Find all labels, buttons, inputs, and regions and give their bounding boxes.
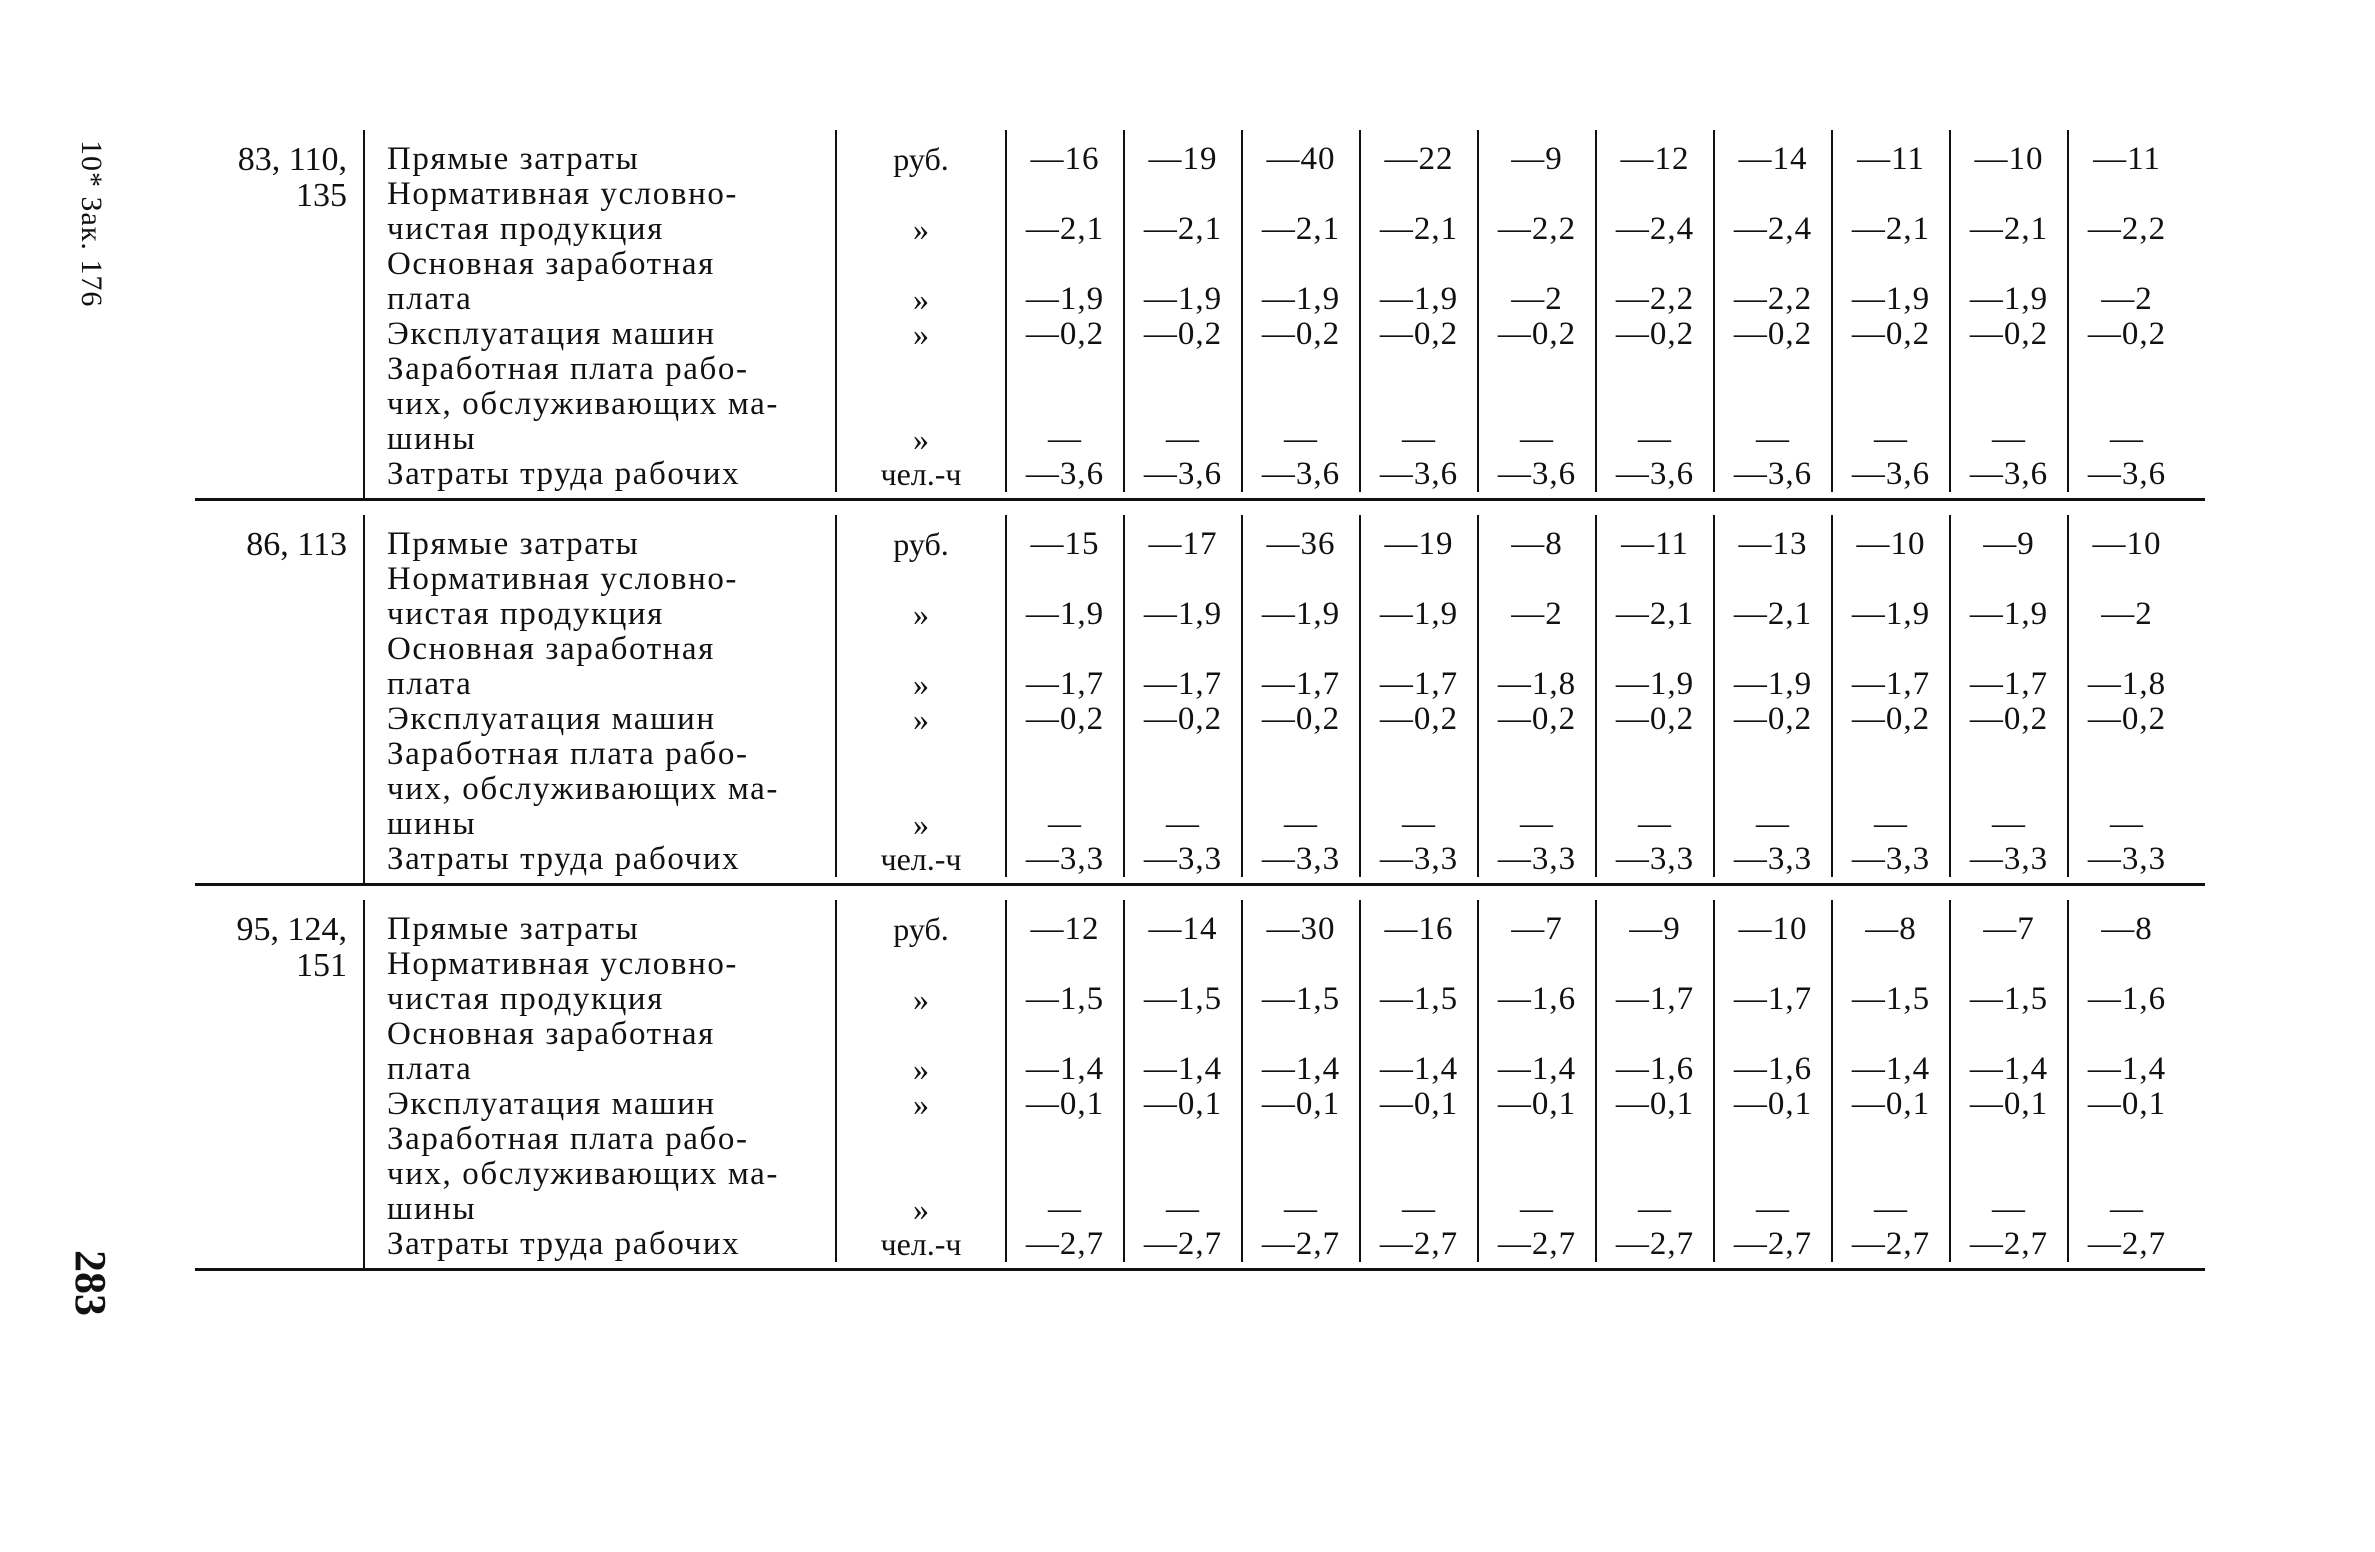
value-cell: —1,8: [1477, 632, 1595, 702]
value-cell: —2,4: [1595, 177, 1713, 247]
value-cell: —1,6: [2067, 947, 2185, 1017]
table-row: [365, 177, 2205, 247]
value-cell: —7: [1477, 900, 1595, 947]
value-cell: —7: [1949, 900, 2067, 947]
value-cell: —3,3: [1831, 842, 1949, 877]
value-cell: —10: [1831, 515, 1949, 562]
value-cell: —1,5: [1005, 947, 1123, 1017]
value-cell: —: [1005, 352, 1123, 457]
value-cell: —1,4: [1949, 1017, 2067, 1087]
value-cell: —13: [1713, 515, 1831, 562]
value-cell: —: [1949, 1122, 2067, 1227]
value-cell: —1,4: [1241, 1017, 1359, 1087]
value-cell: —0,1: [1595, 1087, 1713, 1122]
value-cell: —9: [1949, 515, 2067, 562]
value-cell: —1,7: [1595, 947, 1713, 1017]
value-cell: —0,1: [2067, 1087, 2185, 1122]
value-cell: —0,1: [1241, 1087, 1359, 1122]
value-cell: —1,9: [1123, 562, 1241, 632]
value-cell: —2,7: [1949, 1227, 2067, 1262]
row-unit: »: [835, 632, 1005, 702]
value-cell: —1,4: [1123, 1017, 1241, 1087]
value-cell: —: [2067, 352, 2185, 457]
value-cell: —1,9: [1005, 247, 1123, 317]
table-row: [365, 247, 2205, 317]
value-cell: —0,2: [1123, 317, 1241, 352]
value-cell: —14: [1123, 900, 1241, 947]
value-cell: —0,1: [1831, 1087, 1949, 1122]
value-cell: —0,1: [1005, 1087, 1123, 1122]
value-cell: —11: [2067, 130, 2185, 177]
value-cell: —16: [1005, 130, 1123, 177]
row-label: Основная заработная плата: [387, 246, 715, 317]
table-row: [365, 562, 2205, 632]
value-cell: —2,1: [1713, 562, 1831, 632]
row-label: Эксплуатация машин: [387, 701, 716, 737]
value-cell: —1,7: [1831, 632, 1949, 702]
value-cell: —: [1477, 352, 1595, 457]
value-cell: —19: [1123, 130, 1241, 177]
value-cell: —: [1123, 737, 1241, 842]
value-cell: —2,7: [1123, 1227, 1241, 1262]
table-row: [365, 737, 2205, 842]
table-row: [365, 352, 2205, 457]
value-cell: —3,6: [1477, 457, 1595, 492]
value-cell: —: [1123, 352, 1241, 457]
value-cell: —2,2: [2067, 177, 2185, 247]
value-cell: —: [1595, 1122, 1713, 1227]
value-cell: —1,5: [1123, 947, 1241, 1017]
value-cell: —11: [1831, 130, 1949, 177]
value-cell: —0,2: [1477, 702, 1595, 737]
row-label: Эксплуатация машин: [387, 316, 716, 352]
value-cell: —3,6: [1595, 457, 1713, 492]
value-cell: —2: [1477, 247, 1595, 317]
value-cell: —3,3: [1359, 842, 1477, 877]
value-cell: —1,5: [1949, 947, 2067, 1017]
value-cell: —2,4: [1713, 177, 1831, 247]
value-cell: —10: [1713, 900, 1831, 947]
block-code: 86, 113: [246, 526, 347, 563]
block-code: 95, 124, 151: [236, 911, 347, 984]
value-cell: —1,9: [1359, 247, 1477, 317]
value-cell: —: [1123, 1122, 1241, 1227]
row-unit: руб.: [835, 515, 1005, 562]
value-cell: —22: [1359, 130, 1477, 177]
value-cell: —: [1241, 737, 1359, 842]
row-label: Основная заработная плата: [387, 631, 715, 702]
table-row: [365, 1017, 2205, 1087]
value-cell: —: [1477, 737, 1595, 842]
value-cell: —2,7: [1359, 1227, 1477, 1262]
table-row: [365, 900, 2205, 947]
value-cell: —1,5: [1359, 947, 1477, 1017]
value-cell: —0,2: [1831, 317, 1949, 352]
value-cell: —8: [2067, 900, 2185, 947]
value-cell: —0,2: [1477, 317, 1595, 352]
row-unit: »: [835, 947, 1005, 1017]
value-cell: —1,7: [1359, 632, 1477, 702]
value-cell: —0,2: [1713, 702, 1831, 737]
row-label: Основная заработная плата: [387, 1016, 715, 1087]
value-cell: —0,2: [1005, 702, 1123, 737]
value-cell: —0,1: [1123, 1087, 1241, 1122]
value-cell: —: [1241, 352, 1359, 457]
value-cell: —1,7: [1713, 947, 1831, 1017]
table-row: [365, 317, 2205, 352]
value-cell: —3,6: [1831, 457, 1949, 492]
table-row: [365, 515, 2205, 562]
value-cell: —1,4: [1831, 1017, 1949, 1087]
value-cell: —: [1005, 737, 1123, 842]
value-cell: —1,9: [1005, 562, 1123, 632]
row-unit: руб.: [835, 130, 1005, 177]
table-row: [365, 842, 2205, 877]
table-row: [365, 1087, 2205, 1122]
value-cell: —2,2: [1713, 247, 1831, 317]
value-cell: —2,1: [1241, 177, 1359, 247]
value-cell: —1,6: [1595, 1017, 1713, 1087]
value-cell: —1,9: [1713, 632, 1831, 702]
row-unit: »: [835, 1087, 1005, 1122]
value-cell: —: [1359, 737, 1477, 842]
value-cell: —2,1: [1831, 177, 1949, 247]
value-cell: —3,3: [1713, 842, 1831, 877]
value-cell: —40: [1241, 130, 1359, 177]
value-cell: —16: [1359, 900, 1477, 947]
value-cell: —10: [1949, 130, 2067, 177]
table-block: [195, 515, 2205, 886]
row-label: Заработная плата рабо- чих, обслуживающих ма- шины: [387, 1121, 779, 1227]
value-cell: —: [1005, 1122, 1123, 1227]
value-cell: —8: [1477, 515, 1595, 562]
value-cell: —12: [1005, 900, 1123, 947]
value-cell: —1,7: [1005, 632, 1123, 702]
row-unit: »: [835, 317, 1005, 352]
value-cell: —0,2: [1595, 317, 1713, 352]
value-cell: —11: [1595, 515, 1713, 562]
row-unit: »: [835, 1017, 1005, 1087]
value-cell: —0,2: [1123, 702, 1241, 737]
row-unit: чел.-ч: [835, 1227, 1005, 1262]
value-cell: —0,2: [1713, 317, 1831, 352]
value-cell: —1,5: [1241, 947, 1359, 1017]
value-cell: —: [1949, 352, 2067, 457]
value-cell: —0,1: [1949, 1087, 2067, 1122]
row-label: Затраты труда рабочих: [387, 456, 741, 492]
value-cell: —19: [1359, 515, 1477, 562]
row-label: Заработная плата рабо- чих, обслуживающих ма- шины: [387, 736, 779, 842]
table-row: [365, 457, 2205, 492]
value-cell: —2: [2067, 247, 2185, 317]
row-label: Заработная плата рабо- чих, обслуживающих ма- шины: [387, 351, 779, 457]
value-cell: —1,4: [1005, 1017, 1123, 1087]
value-cell: —0,2: [2067, 317, 2185, 352]
value-cell: —12: [1595, 130, 1713, 177]
value-cell: —30: [1241, 900, 1359, 947]
value-cell: —3,6: [2067, 457, 2185, 492]
value-cell: —2,7: [1005, 1227, 1123, 1262]
side-note: 10* Зак. 176: [75, 140, 108, 308]
value-cell: —14: [1713, 130, 1831, 177]
value-cell: —0,2: [1595, 702, 1713, 737]
table-block: [195, 130, 2205, 501]
value-cell: —3,6: [1241, 457, 1359, 492]
value-cell: —0,2: [1949, 702, 2067, 737]
row-unit: руб.: [835, 900, 1005, 947]
value-cell: —: [1713, 352, 1831, 457]
value-cell: —2,1: [1949, 177, 2067, 247]
value-cell: —2,7: [2067, 1227, 2185, 1262]
cost-table: [195, 130, 2205, 1271]
value-cell: —: [1713, 737, 1831, 842]
table-row: [365, 130, 2205, 177]
value-cell: —1,5: [1831, 947, 1949, 1017]
value-cell: —1,9: [1241, 562, 1359, 632]
value-cell: —0,2: [1949, 317, 2067, 352]
value-cell: —: [1713, 1122, 1831, 1227]
value-cell: —9: [1595, 900, 1713, 947]
value-cell: —10: [2067, 515, 2185, 562]
value-cell: —0,2: [1359, 317, 1477, 352]
value-cell: —: [1595, 352, 1713, 457]
value-cell: —2,2: [1595, 247, 1713, 317]
value-cell: —0,1: [1477, 1087, 1595, 1122]
value-cell: —3,3: [2067, 842, 2185, 877]
value-cell: —3,6: [1359, 457, 1477, 492]
value-cell: —0,1: [1359, 1087, 1477, 1122]
value-cell: —2,2: [1477, 177, 1595, 247]
row-unit: »: [835, 177, 1005, 247]
table-row: [365, 947, 2205, 1017]
table-row: [365, 702, 2205, 737]
row-unit: »: [835, 1122, 1005, 1227]
value-cell: —1,7: [1123, 632, 1241, 702]
row-unit: »: [835, 352, 1005, 457]
value-cell: —3,6: [1123, 457, 1241, 492]
value-cell: —3,3: [1005, 842, 1123, 877]
block-rows: [363, 900, 2205, 1268]
row-unit: »: [835, 562, 1005, 632]
value-cell: —2: [1477, 562, 1595, 632]
block-code: 83, 110, 135: [237, 141, 347, 214]
value-cell: —2,1: [1005, 177, 1123, 247]
row-label: Нормативная условно- чистая продукция: [387, 561, 739, 632]
row-label: Прямые затраты: [387, 526, 640, 562]
value-cell: —1,6: [1477, 947, 1595, 1017]
value-cell: —17: [1123, 515, 1241, 562]
value-cell: —2,7: [1831, 1227, 1949, 1262]
value-cell: —1,4: [1477, 1017, 1595, 1087]
value-cell: —1,7: [1241, 632, 1359, 702]
row-unit: чел.-ч: [835, 457, 1005, 492]
value-cell: —: [1831, 737, 1949, 842]
value-cell: —1,9: [1831, 562, 1949, 632]
value-cell: —3,3: [1241, 842, 1359, 877]
value-cell: —2,7: [1477, 1227, 1595, 1262]
value-cell: —3,6: [1005, 457, 1123, 492]
value-cell: —1,9: [1241, 247, 1359, 317]
value-cell: —36: [1241, 515, 1359, 562]
value-cell: —2,1: [1595, 562, 1713, 632]
value-cell: —0,2: [1831, 702, 1949, 737]
value-cell: —8: [1831, 900, 1949, 947]
value-cell: —1,9: [1949, 247, 2067, 317]
value-cell: —: [1595, 737, 1713, 842]
row-unit: »: [835, 247, 1005, 317]
value-cell: —: [1241, 1122, 1359, 1227]
value-cell: —2: [2067, 562, 2185, 632]
value-cell: —1,7: [1949, 632, 2067, 702]
value-cell: —1,4: [1359, 1017, 1477, 1087]
value-cell: —: [1949, 737, 2067, 842]
row-label: Затраты труда рабочих: [387, 1226, 741, 1262]
value-cell: —: [1477, 1122, 1595, 1227]
value-cell: —: [2067, 737, 2185, 842]
value-cell: —0,2: [1359, 702, 1477, 737]
value-cell: —0,1: [1713, 1087, 1831, 1122]
value-cell: —2,1: [1359, 177, 1477, 247]
block-rows: [363, 515, 2205, 883]
value-cell: —3,3: [1477, 842, 1595, 877]
table-row: [365, 632, 2205, 702]
value-cell: —: [1359, 352, 1477, 457]
row-unit: »: [835, 737, 1005, 842]
value-cell: —2,7: [1241, 1227, 1359, 1262]
value-cell: —1,9: [1123, 247, 1241, 317]
value-cell: —1,9: [1831, 247, 1949, 317]
value-cell: —: [1831, 352, 1949, 457]
value-cell: —3,3: [1123, 842, 1241, 877]
table-row: [365, 1227, 2205, 1262]
value-cell: —1,4: [2067, 1017, 2185, 1087]
value-cell: —: [1359, 1122, 1477, 1227]
value-cell: —2,7: [1595, 1227, 1713, 1262]
value-cell: —: [2067, 1122, 2185, 1227]
table-blocks: [195, 130, 2205, 1271]
row-unit: чел.-ч: [835, 842, 1005, 877]
value-cell: —0,2: [1005, 317, 1123, 352]
row-label: Нормативная условно- чистая продукция: [387, 176, 739, 247]
value-cell: —2,1: [1123, 177, 1241, 247]
table-row: [365, 1122, 2205, 1227]
value-cell: —1,9: [1595, 632, 1713, 702]
value-cell: —9: [1477, 130, 1595, 177]
value-cell: —15: [1005, 515, 1123, 562]
value-cell: —3,3: [1595, 842, 1713, 877]
value-cell: —0,2: [2067, 702, 2185, 737]
value-cell: —1,6: [1713, 1017, 1831, 1087]
value-cell: —3,6: [1713, 457, 1831, 492]
block-rows: [363, 130, 2205, 498]
row-label: Эксплуатация машин: [387, 1086, 716, 1122]
value-cell: —1,9: [1359, 562, 1477, 632]
value-cell: —3,3: [1949, 842, 2067, 877]
value-cell: —0,2: [1241, 317, 1359, 352]
value-cell: —3,6: [1949, 457, 2067, 492]
value-cell: —: [1831, 1122, 1949, 1227]
table-block: [195, 900, 2205, 1271]
value-cell: —2,7: [1713, 1227, 1831, 1262]
value-cell: —1,9: [1949, 562, 2067, 632]
row-label: Нормативная условно- чистая продукция: [387, 946, 739, 1017]
value-cell: —1,8: [2067, 632, 2185, 702]
row-unit: »: [835, 702, 1005, 737]
value-cell: —0,2: [1241, 702, 1359, 737]
page-number: 283: [66, 1250, 115, 1316]
row-label: Прямые затраты: [387, 141, 640, 177]
row-label: Затраты труда рабочих: [387, 841, 741, 877]
row-label: Прямые затраты: [387, 911, 640, 947]
